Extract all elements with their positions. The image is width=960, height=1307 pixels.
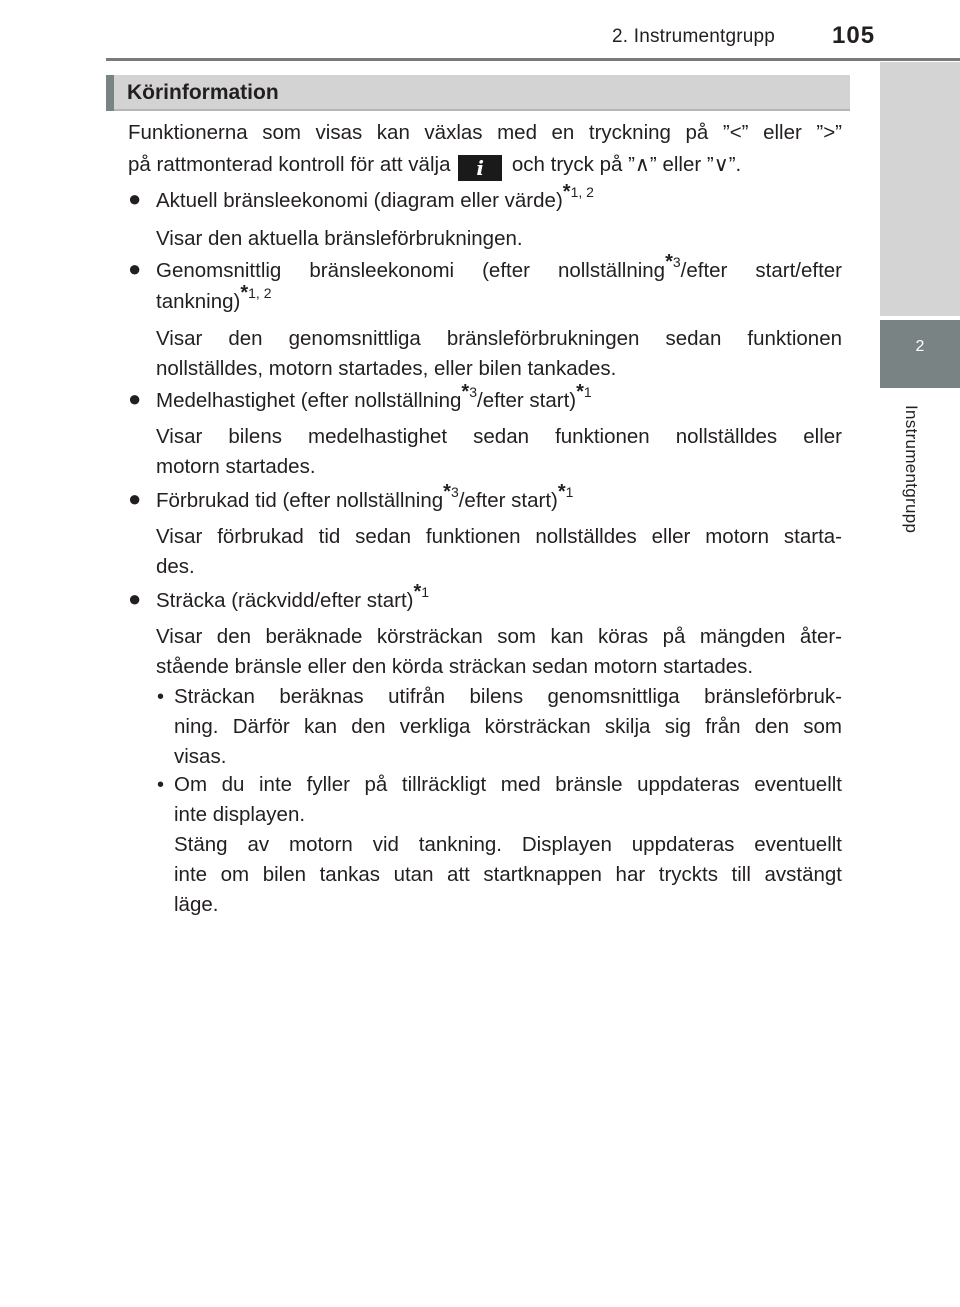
footnote-ref: 3 bbox=[672, 254, 681, 270]
item-title: Sträcka (räckvidd/efter start)*$^1$ bbox=[156, 581, 430, 612]
item-title: Förbrukad tid (efter nollställning*$^3$/efter start)*$^1$ bbox=[156, 481, 574, 512]
chapter-tab-number: 2 bbox=[915, 338, 925, 355]
page-number: 105 bbox=[832, 22, 876, 49]
section-heading bbox=[106, 75, 850, 111]
item-description: Visar bilens medelhastighet sedan funktionen nollställdes eller bbox=[156, 425, 842, 448]
sub-bullet-icon: • bbox=[157, 774, 165, 796]
item-title-cont: tankning)*$^{1, 2}$ bbox=[156, 282, 272, 313]
item-description: Visar den aktuella bränsleförbrukningen. bbox=[156, 227, 523, 250]
footnote-star: * bbox=[562, 181, 571, 203]
sub-item-line: inte displayen. bbox=[174, 803, 306, 826]
item-description: Visar den genomsnittliga bränsleförbrukningen sedan funktionen bbox=[156, 327, 842, 350]
info-icon: i bbox=[458, 155, 502, 181]
footnote-star: * bbox=[665, 251, 673, 273]
item-description-cont: nollställdes, motorn startades, eller bilen tankades. bbox=[156, 357, 617, 380]
footnote-star: * bbox=[557, 481, 566, 503]
item-title: Medelhastighet (efter nollställning*$^3$/efter start)*$^1$ bbox=[156, 381, 592, 412]
section-title: Körinformation bbox=[127, 81, 279, 104]
footnote-ref: 1, 2 bbox=[570, 184, 594, 200]
sub-item-line: Stäng av motorn vid tankning. Displayen uppdateras eventuellt bbox=[174, 833, 842, 856]
footnote-star: * bbox=[443, 481, 451, 503]
footnote-ref: 3 bbox=[469, 384, 477, 400]
footnote-star: * bbox=[413, 581, 422, 603]
footnote-ref: 1 bbox=[565, 484, 574, 500]
intro-line-2 bbox=[128, 150, 842, 181]
footnote-ref: 1, 2 bbox=[248, 285, 272, 301]
side-tab-upper-panel bbox=[880, 62, 960, 316]
section-heading-accent bbox=[106, 75, 114, 111]
bullet-icon: ● bbox=[128, 386, 142, 411]
footnote-star: * bbox=[576, 381, 584, 403]
item-description: Visar förbrukad tid sedan funktionen nollställdes eller motorn starta- bbox=[156, 525, 842, 548]
footnote-star: * bbox=[240, 282, 249, 304]
footnote-star: * bbox=[461, 381, 470, 403]
item-description: Visar den beräknade körsträckan som kan köras på mängden åter- bbox=[156, 625, 842, 648]
sub-item-line: inte om bilen tankas utan att startknappen har tryckts till avstängt bbox=[174, 863, 842, 886]
sub-item-line: ning. Därför kan den verkliga körsträckan skilja sig från den som bbox=[174, 715, 842, 738]
item-title: Aktuell bränsleekonomi (diagram eller värde)*$^{1, 2}$ bbox=[156, 181, 594, 212]
item-title: Genomsnittlig bränsleekonomi (efter nollställning*$^3$/efter start/efter bbox=[156, 251, 842, 282]
intro-line-2-start: på rattmonterad kontroll för att välja bbox=[128, 153, 451, 176]
sub-item-line: läge. bbox=[174, 893, 219, 916]
intro-line-1: Funktionerna som visas kan växlas med en tryckning på ”<” eller ”>” bbox=[128, 121, 842, 144]
bullet-icon: ● bbox=[128, 186, 142, 211]
running-header-chapter: 2. Instrumentgrupp bbox=[612, 26, 776, 47]
header-rule bbox=[106, 58, 960, 61]
sub-item-line: Om du inte fyller på tillräckligt med bränsle uppdateras eventuellt bbox=[174, 773, 842, 796]
bullet-icon: ● bbox=[128, 256, 142, 281]
footnote-ref: 3 bbox=[450, 484, 459, 500]
footnote-ref: 1 bbox=[421, 584, 430, 600]
intro-line-2-end: och tryck på ”∧” eller ”∨”. bbox=[511, 153, 742, 176]
bullet-icon: ● bbox=[128, 586, 142, 611]
sub-bullet-icon: • bbox=[157, 686, 165, 708]
item-description-cont: des. bbox=[156, 555, 195, 578]
sub-item-line: Sträckan beräknas utifrån bilens genomsnittliga bränsleförbruk- bbox=[174, 685, 842, 708]
bullet-icon: ● bbox=[128, 486, 142, 511]
item-description-cont: stående bränsle eller den körda sträckan sedan motorn startades. bbox=[156, 655, 754, 678]
item-description-cont: motorn startades. bbox=[156, 455, 316, 478]
chapter-tab-label: Instrumentgrupp bbox=[902, 405, 921, 534]
sub-item-line: visas. bbox=[174, 745, 227, 768]
footnote-ref: 1 bbox=[583, 384, 592, 400]
